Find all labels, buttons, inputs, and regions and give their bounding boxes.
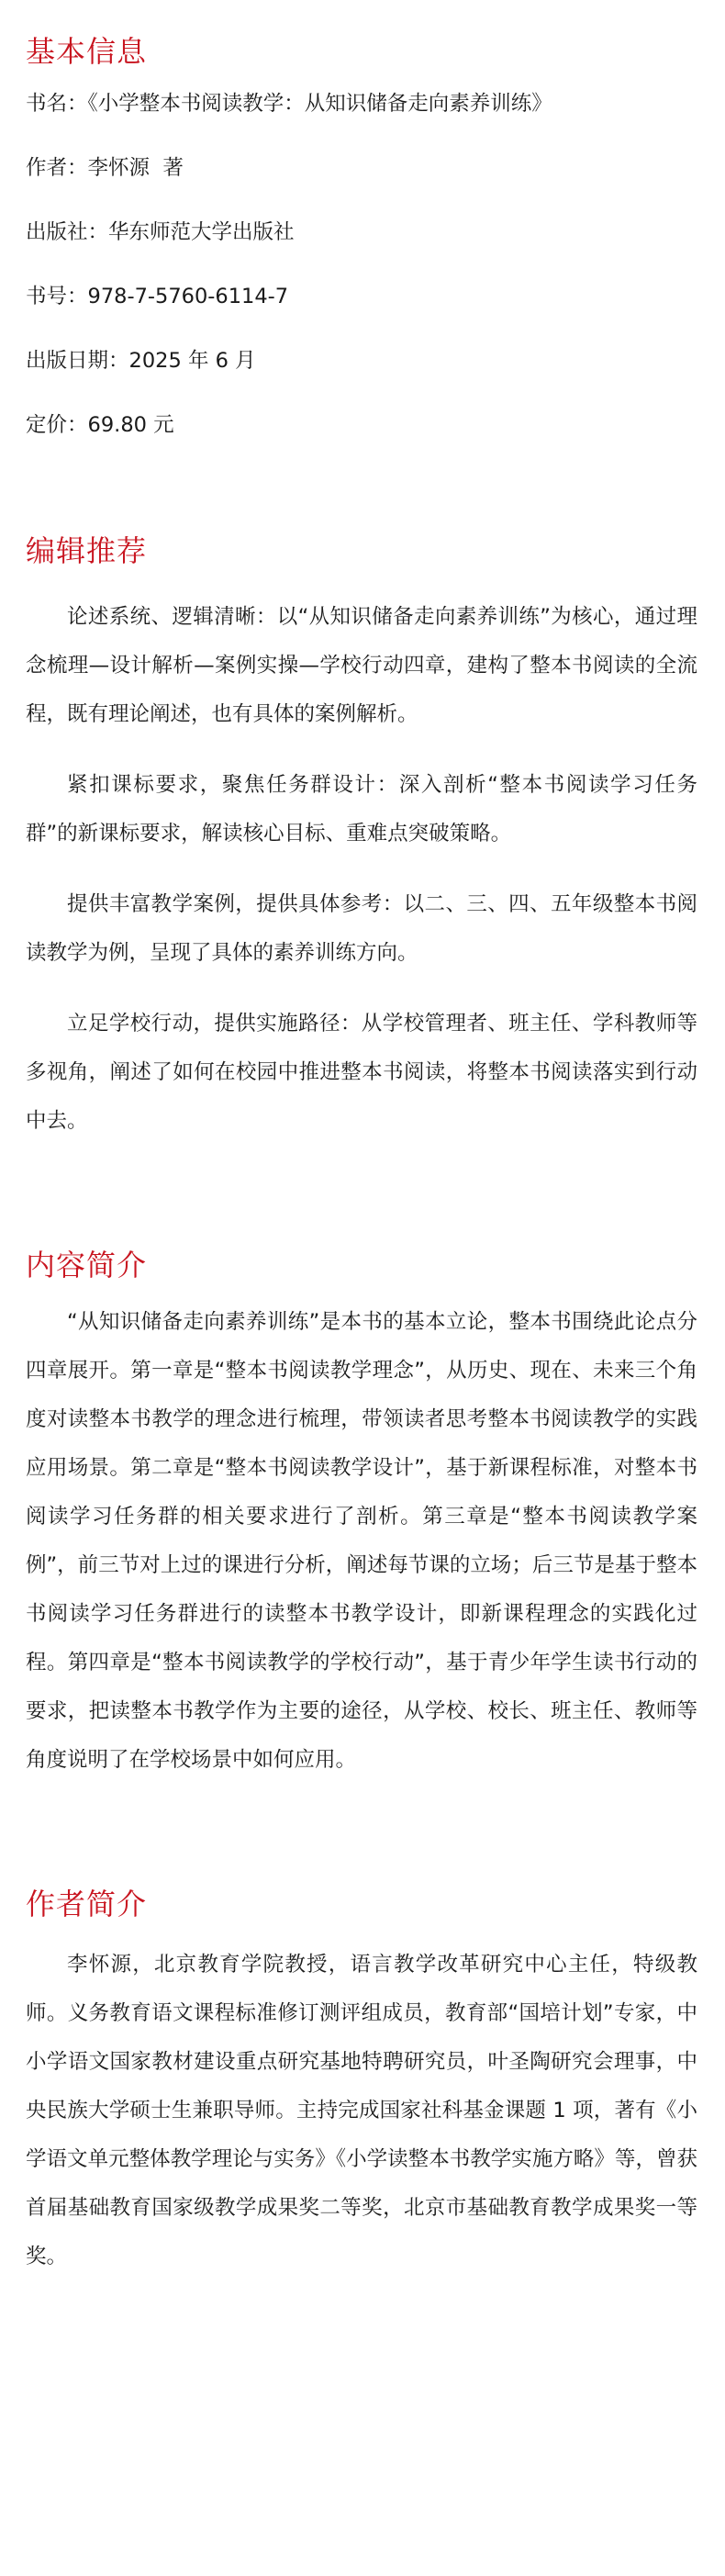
isbn-line	[26, 283, 697, 310]
summary-paragraph: “从知识储备走向素养训练”是本书的基本立论，整本书围绕此论点分四章展开。第一章是“整本书阅读教学理念”，从历史、现在、未来三个角度对读整本书教学的理念进行梳理，带领读者思考整本书阅读教学的实践应用场景。第二章是“整本书阅读教学设计”，基于新课程标准，对整本书阅读学习任务群的相关要求进行了剖析。第三章是“整本书阅读教学案例”，前三节对上过的课进行分析，阐述每节课的立场；后三节是基于整本书阅读学习任务群进行的读整本书教学设计，即新课程理念的实践化过程。第四章是“整本书阅读教学的学校行动”，基于青少年学生读书行动的要求，把读整本书教学作为主要的途径，从学校、校长、班主任、教师等角度说明了在学校场景中如何应用。	[26, 1310, 697, 1772]
basic-info-section	[26, 0, 697, 439]
editor-paragraph-4: 立足学校行动，提供实施路径：从学校管理者、班主任、学科教师等多视角，阐述了如何在校园中推进整本书阅读，将整本书阅读落实到行动中去。	[26, 1012, 697, 1133]
author-intro-heading: 作者简介	[26, 1887, 148, 1921]
publisher-value: 华东师范大学出版社	[108, 220, 295, 244]
author-paragraph: 李怀源，北京教育学院教授，语言教学改革研究中心主任，特级教师。义务教育语文课程标准修订测评组成员，教育部“国培计划”专家，中小学语文国家教材建设重点研究基地特聘研究员，叶圣陶研究会理事，中央民族大学硕士生兼职导师。主持完成国家社科基金课题 1 项，著有《小学语文单元整体教学理论与实务》《小学读整本书教学实施方略》等，曾获首届基础教育国家级教学成果奖二等奖，北京市基础教育教学成果奖一等奖。	[26, 1953, 697, 2268]
price-label: 定价 ：	[26, 413, 88, 437]
publish-date-value: 2025 年 6 月	[128, 349, 256, 373]
book-title-line	[26, 90, 697, 118]
publisher-label: 出版社 ：	[26, 220, 108, 244]
price-line	[26, 411, 697, 439]
price-value: 69.80 元	[87, 413, 174, 437]
author-value: 李怀源 著	[87, 156, 184, 180]
author-intro-section	[26, 1785, 697, 2281]
author-label: 作者 ：	[26, 156, 88, 180]
basic-info-heading: 基本信息	[26, 34, 148, 69]
content-summary-heading: 内容简介	[26, 1248, 148, 1282]
editor-paragraph-2: 紧扣课标要求，聚焦任务群设计：深入剖析“整本书阅读学习任务群”的新课标要求，解读核心目标、重难点突破策略。	[26, 773, 697, 846]
publish-date-line	[26, 347, 697, 375]
book-title-label: 书名 ：	[26, 92, 88, 116]
publisher-line	[26, 218, 697, 246]
content-summary-section	[26, 1146, 697, 1785]
publish-date-label: 出版日期 ：	[26, 349, 129, 373]
isbn-label: 书号 ：	[26, 285, 88, 308]
editor-recommendation-section	[26, 439, 697, 1146]
author-line	[26, 154, 697, 182]
book-title-value: 《小学整本书阅读教学：从知识储备走向素养训练》	[87, 92, 552, 116]
editor-paragraph-3: 提供丰富教学案例，提供具体参考：以二、三、四、五年级整本书阅读教学为例，呈现了具体的素养训练方向。	[26, 892, 697, 965]
editor-paragraph-1: 论述系统、逻辑清晰：以“从知识储备走向素养训练”为核心，通过理念梳理—设计解析—案例实操—学校行动四章，建构了整本书阅读的全流程，既有理论阐述，也有具体的案例解析。	[26, 605, 697, 726]
isbn-value: 978-7-5760-6114-7	[87, 285, 289, 308]
editor-recommendation-heading: 编辑推荐	[26, 533, 148, 568]
